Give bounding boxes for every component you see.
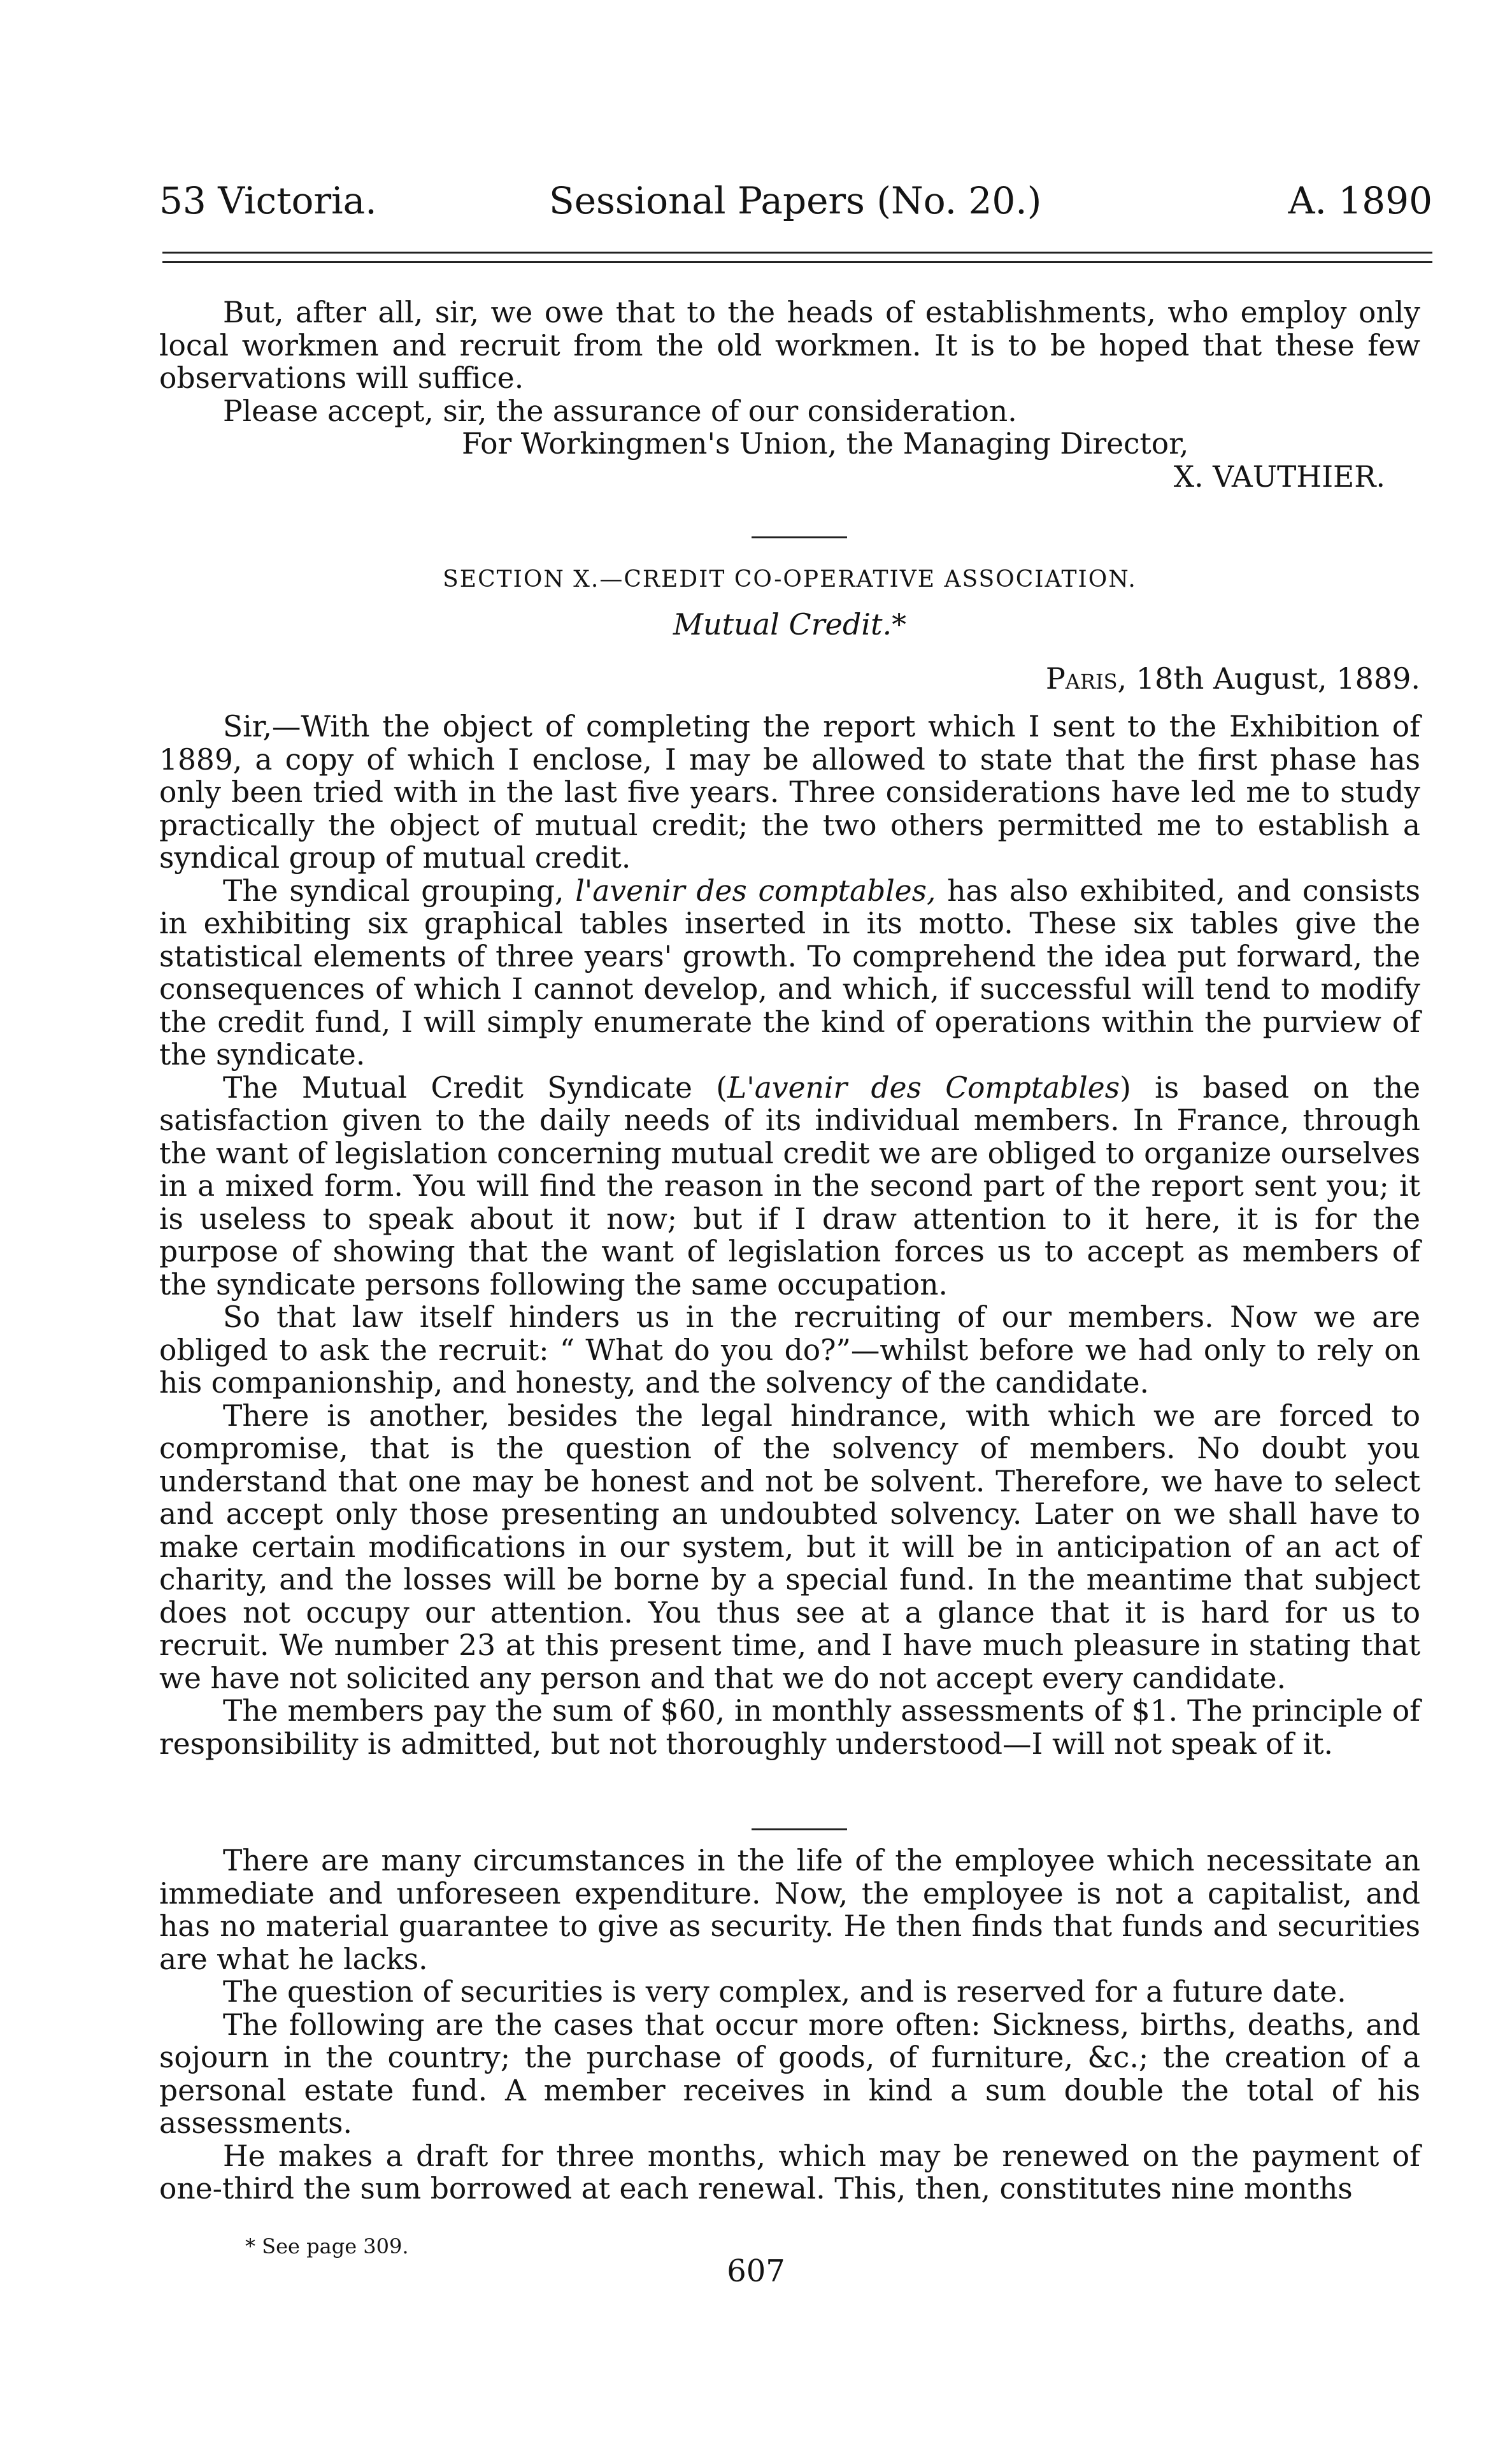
page-number: 607 (727, 2253, 785, 2289)
letter-closing (159, 296, 1420, 493)
closing-courtesy: Please accept, sir, the assurance of our consideration. (223, 394, 1017, 428)
paragraph-3-italic: L'avenir des Comptables (727, 1070, 1120, 1105)
running-header (159, 172, 1432, 229)
section-heading: SECTION X.—CREDIT CO-OPERATIVE ASSOCIATION. (443, 566, 1137, 592)
paragraph-4: So that law itself hinders us in the recruiting of our members. Now we are obliged to ask the recruit: “ What do you do?”—whilst before we had only to rely on his companionship, and honesty, and the solvency of the candidate. (159, 1300, 1420, 1400)
letter-dateline (1046, 659, 1420, 698)
header-double-rule (162, 252, 1432, 263)
section-divider-rule (752, 536, 847, 538)
section-subheading: Mutual Credit.* (673, 607, 907, 642)
header-session: 53 Victoria. (159, 179, 377, 222)
closing-paragraph: But, after all, sir, we owe that to the heads of establishments, who employ only local workmen and recruit from the old workmen. It is to be hoped that these few observations will suffice. (159, 296, 1420, 395)
paragraph-8: The question of securities is very complex, and is reserved for a future date. (223, 1975, 1346, 2009)
dateline-place: Paris, (1045, 661, 1127, 696)
paragraph-2-italic: l'avenir des comptables, (575, 873, 936, 908)
paragraph-9: The following are the cases that occur more often: Sickness, births, deaths, and sojourn in the country; the purchase of goods, of furniture, &c.; the creation of a personal estate fund. A member receives in kind a sum double the total of his assessments. (159, 2007, 1420, 2140)
footnote: * See page 309. (245, 2234, 409, 2258)
header-year: A. 1890 (1288, 179, 1432, 222)
paragraph-3 (159, 1072, 1420, 1302)
paragraph-10: He makes a draft for three months, which may be renewed on the payment of one-third the sum borrowed at each renewal. This, then, constitutes nine months (159, 2139, 1420, 2206)
paragraph-5: There is another, besides the legal hindrance, with which we are forced to compromise, that is the question of the solvency of members. No doubt you understand that one may be honest and not be solvent. Therefore, we have to select and accept only those presenting an undoubted solvency. Later on we shall have to make certain modifications in our system, but it will be in anticipation of an act of charity, and the losses will be borne by a special fund. In the meantime that subject does not occupy our attention. You thus see at a glance that it is hard for us to recruit. We number 23 at this present time, and I have much pleasure in stating that we have not solicited any person and that we do not accept every candidate. (159, 1398, 1420, 1695)
paragraph-6: The members pay the sum of $60, in monthly assessments of $1. The principle of responsibility is admitted, but not thoroughly understood—I will not speak of it. (159, 1694, 1420, 1761)
paragraph-3-text-a: The Mutual Credit Syndicate ( (223, 1070, 728, 1105)
letter-body-continued (159, 1844, 1420, 2206)
paragraph-1: Sir,—With the object of completing the report which I sent to the Exhibition of 1889, a copy of which I enclose, I may be allowed to state that the first phase has only been tried with in the last five years. Three considerations have led me to study practically the object of mutual credit; the two others permitted me to establish a syndical group of mutual credit. (159, 710, 1420, 875)
paragraph-divider-rule (752, 1828, 847, 1830)
letter-body (159, 710, 1420, 1760)
paragraph-2 (159, 875, 1420, 1072)
paragraph-2-text-b: has also exhibited, and consists in exhibiting six graphical tables inserted in its motto. These six tables give the statistical elements of three years' growth. To comprehend the idea put forward, the consequences of which I cannot develop, and which, if successful will tend to modify the credit fund, I will simply enumerate the kind of operations within the purview of the syndicate. (159, 873, 1421, 1072)
paragraph-3-text-b: ) is based on the satisfaction given to the daily needs of its individual members. In France, through the want of legislation concerning mutual credit we are obliged to organize ourselves in a mixed form. You will find the reason in the second part of the report sent you; it is useless to speak about it now; but if I draw attention to it here, it is for the purpose of showing that the want of legislation forces us to accept as members of the syndicate persons following the same occupation. (159, 1070, 1421, 1302)
signature-name: X. VAUTHIER. (1173, 459, 1385, 494)
signature-line: For Workingmen's Union, the Managing Director, (462, 427, 1189, 461)
dateline-date: 18th August, 1889. (1136, 661, 1420, 696)
header-title: Sessional Papers (No. 20.) (549, 179, 1042, 222)
paragraph-7: There are many circumstances in the life of the employee which necessitate an immediate and unforeseen expenditure. Now, the employee is not a capitalist, and has no material guarantee to give as security. He then finds that funds and securities are what he lacks. (159, 1844, 1420, 1976)
paragraph-2-text-a: The syndical grouping, (223, 873, 576, 908)
